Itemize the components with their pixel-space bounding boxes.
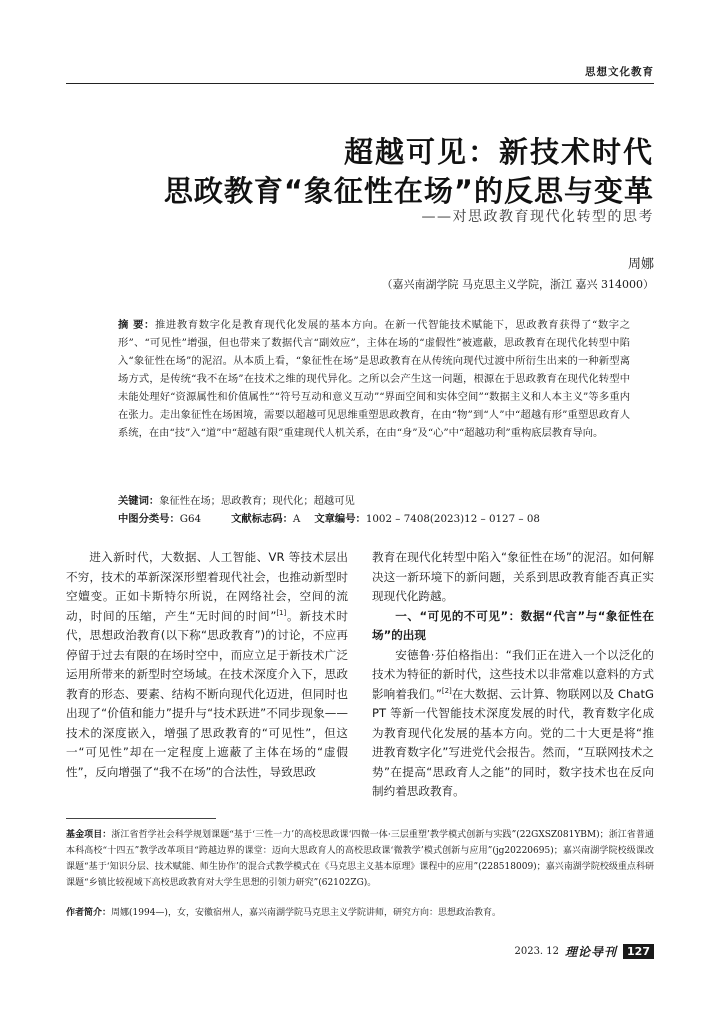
article-no-value: 1002 – 7408(2023)12 – 0127 – 08 — [365, 513, 540, 525]
bio-label: 作者简介： — [66, 908, 112, 918]
clc-value: G64 — [179, 513, 202, 525]
title-line-2: 思政教育“象征性在场”的反思与变革 — [163, 174, 654, 208]
abstract-text: 推进教育数字化是教育现代化发展的基本方向。在新一代智能技术赋能下，思政教育获得了“数字之形”、“可见性”增强，但也带来了数据代言“副效应”，主体在场的“虚假性”被遮蔽，思政教育在现代化转型中陷入“象征性在场”的泥沼。从本质上看，“象征性在场”是思政教育在从传统向现代过渡中所衍生出来的一种新型离场方式，是传统“我不在场”在技术之维的现代异化。之所以会产生这一问题，根源在于思政教育在现代化转型中未能处理好“资源属性和价值属性”“符号互动和意义互动”“界面空间和实体空间”“数据主义和人本主义”等多重内在张力。走出象征性在场困境，需要以超越可见思维重塑思政教育，在由“物”到“人”中“超越有形”重塑思政育人系统，在由“技”入“道”中“超越有限”重建现代人机关系，在由“身”及“心”中“超越功利”重构底层教育导向。 — [118, 319, 631, 439]
footnote-rule — [66, 818, 216, 819]
paragraph — [372, 646, 654, 802]
paragraph-text: 进入新时代，大数据、人工智能、VR 等技术层出不穷，技术的革新深深形塑着现代社会，也推动新型时空嬗变。正如卡斯特尔所说，在网络社会，空间的流动，时间的压缩，产生“无时间的时间” — [66, 550, 348, 623]
journal-name: 理论导刊 — [565, 945, 618, 959]
journal-section-label: 思想文化教育 — [585, 66, 654, 78]
article-no-label: 文章编号： — [314, 513, 366, 525]
subtitle: ——对思政教育现代化转型的思考 — [421, 209, 654, 225]
author-affiliation: （嘉兴南湖学院 马克思主义学院，浙江 嘉兴 314000） — [381, 278, 654, 291]
classification-line — [118, 510, 540, 525]
author-name: 周娜 — [627, 257, 654, 272]
title-line-1: 超越可见：新技术时代 — [343, 135, 654, 169]
body-column-right — [372, 548, 654, 802]
abstract-label: 摘 要： — [118, 319, 155, 331]
doc-code-value: A — [292, 513, 301, 525]
body-column-left — [66, 548, 348, 782]
page-number: 127 — [623, 944, 654, 959]
header-rule — [66, 83, 654, 84]
funding-text: 浙江省哲学社会科学规划课题“基于‘三性一力’的高校思政课‘四微一体·三层重塑’教学模式创新与实践”(22GXSZ081YBM)；浙江省普通本科高校“十四五”教学改革项目“跨越边界的课堂：迈向大思政育人的高校思政课‘微教学’模式创新与应用”(jg20220695)；嘉兴南湖学院校级课改课题“基于‘知识分层、技术赋能、师生协作’的混合式教学模式在《马克思主义基本原理》课程中的应用”(228518009)；嘉兴南湖学院校级重点科研课题“乡镇比较视域下高校思政教育对大学生思想的引领力研究”(62102ZG)。 — [66, 830, 654, 888]
citation-ref: [2] — [441, 686, 452, 695]
doc-code-label: 文献标志码： — [231, 513, 293, 525]
keywords-label: 关键词： — [118, 495, 160, 507]
paragraph — [66, 548, 348, 782]
clc-label: 中图分类号： — [118, 513, 180, 525]
bio-text: 周娜(1994—)，女，安徽宿州人，嘉兴南湖学院马克思主义学院讲师，研究方向：思想政治教育。 — [111, 908, 501, 918]
abstract — [118, 316, 630, 442]
paragraph: 教育在现代化转型中陷入“象征性在场”的泥沼。如何解决这一新环境下的新问题，关系到思政教育能否真正实现现代化跨越。 — [372, 550, 654, 603]
issue-date: 2023. 12 — [514, 946, 560, 957]
paragraph-text: 在大数据、云计算、物联网以及 ChatGPT 等新一代智能技术深度发展的时代，教育数字化成为教育现代化发展的基本方向。党的二十大更是将“推进教育数字化”写进党代会报告。然而，“互联网技术之势”在提高“思政育人之能”的同时，数字技术也在反向制约着思政教育。 — [372, 686, 655, 798]
page-footer — [514, 943, 654, 960]
author-bio — [66, 905, 654, 921]
keywords-text: 象征性在场；思政教育；现代化；超越可见 — [159, 495, 355, 507]
paragraph-text: 。新技术时代，思想政治教育(以下称“思政教育”)的讨论，不应再停留于过去有限的在场时空中，而应立足于新技术广泛运用所带来的新型时空场域。在技术深度介入下，思政教育的形态、要素、结构不断向现代化迈进，但同时也出现了“价值和能力”提升与“技术跃进”不同步现象——技术的深度嵌入，增强了思政教育的“可见性”，但这一“可见性”却在一定程度上遮蔽了主体在场的“虚假性”，反向增强了“我不在场”的合法性，导致思政 — [66, 608, 348, 779]
funding-label: 基金项目： — [66, 830, 112, 840]
paragraph-text: 安德鲁·芬伯格指出：“我们正在进入一个以泛化的技术为特征的新时代，这些技术以非常难以意料的方式影响着我们。” — [372, 647, 654, 701]
funding-note — [66, 827, 654, 891]
section-heading: 一、“可见的不可见”：数据“代言”与“象征性在场”的出现 — [372, 608, 654, 642]
keywords — [118, 492, 355, 507]
citation-ref: [1] — [276, 608, 287, 617]
